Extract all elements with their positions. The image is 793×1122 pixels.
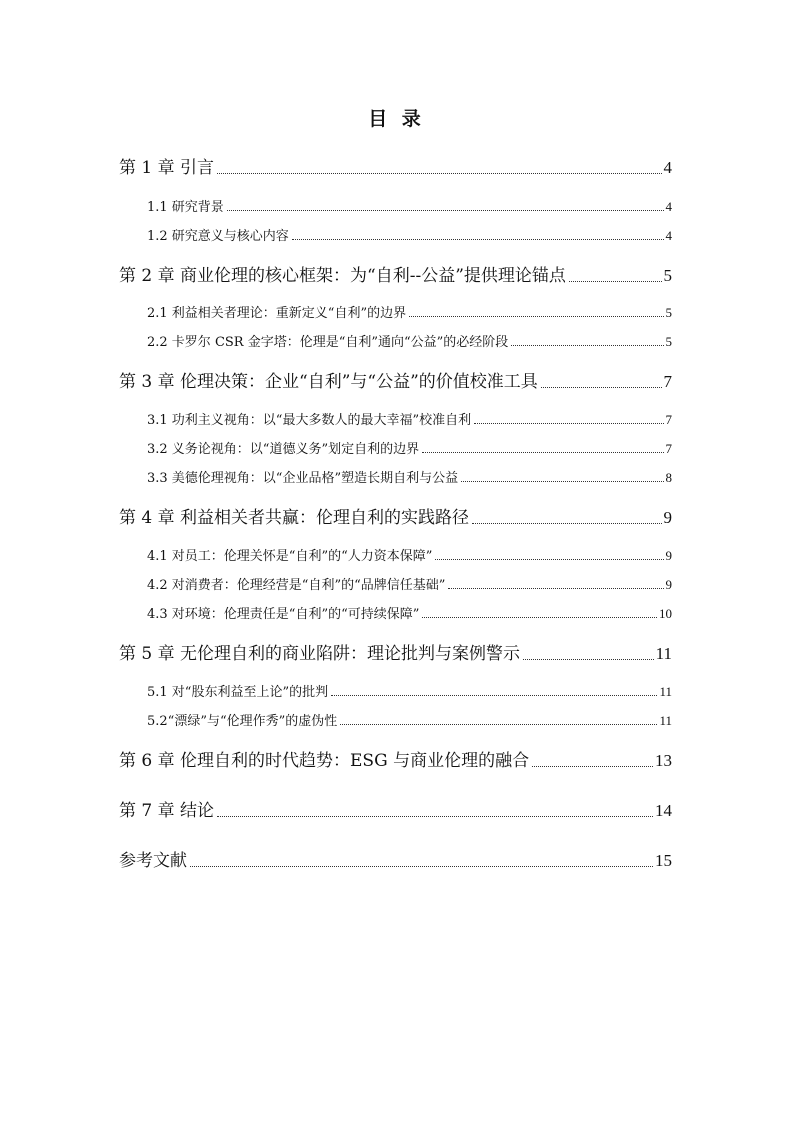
dot-leader bbox=[409, 316, 663, 317]
toc-entry-section-3-3[interactable] bbox=[147, 468, 672, 486]
toc-entry-page: 10 bbox=[659, 606, 672, 621]
toc-entry-page: 7 bbox=[665, 441, 672, 456]
toc-entry-text: 5.1 对“股东利益至上论”的批判 bbox=[147, 685, 329, 700]
toc-entry-section-3-2[interactable] bbox=[147, 439, 672, 457]
toc-entry-section-5-2[interactable] bbox=[147, 711, 672, 729]
toc-entry-section-3-1[interactable] bbox=[147, 410, 672, 428]
toc-entry-section-2-2[interactable] bbox=[147, 332, 672, 350]
toc-entry-section-4-3[interactable] bbox=[147, 604, 672, 622]
toc-entry-text: 第 3 章 伦理决策：企业“自利”与“公益”的价值校准工具 bbox=[119, 372, 538, 392]
toc-entry-text: 2.2 卡罗尔 CSR 金字塔：伦理是“自利”通向“公益”的必经阶段 bbox=[147, 335, 509, 350]
dot-leader bbox=[217, 816, 653, 817]
toc-entry-chapter-6[interactable] bbox=[119, 747, 672, 771]
toc-entry-text: 第 2 章 商业伦理的核心框架：为“自利--公益”提供理论锚点 bbox=[119, 266, 566, 286]
dot-leader bbox=[217, 173, 661, 174]
toc-entry-section-1-1[interactable] bbox=[147, 197, 672, 215]
toc-entry-page: 14 bbox=[655, 801, 672, 820]
toc-entry-chapter-5[interactable] bbox=[119, 640, 672, 664]
toc-entry-text: 第 4 章 利益相关者共赢：伦理自利的实践路径 bbox=[119, 508, 470, 528]
toc-entry-text: 5.2“漂绿”与“伦理作秀”的虚伪性 bbox=[147, 714, 338, 729]
toc-entry-page: 15 bbox=[655, 851, 672, 870]
toc-entry-page: 11 bbox=[659, 713, 672, 728]
toc-entry-page: 9 bbox=[665, 548, 672, 563]
toc-entry-chapter-2[interactable] bbox=[119, 262, 672, 286]
toc-entry-page: 4 bbox=[665, 199, 672, 214]
toc-entry-page: 5 bbox=[665, 334, 672, 349]
toc-entry-text: 第 7 章 结论 bbox=[119, 801, 215, 821]
toc-entry-page: 7 bbox=[663, 372, 672, 391]
dot-leader bbox=[511, 345, 663, 346]
dot-leader bbox=[474, 423, 663, 424]
toc-entry-text: 3.3 美德伦理视角：以“企业品格”塑造长期自利与公益 bbox=[147, 471, 459, 486]
dot-leader bbox=[472, 523, 661, 524]
toc-entry-section-2-1[interactable] bbox=[147, 303, 672, 321]
toc-entry-text: 1.1 研究背景 bbox=[147, 200, 224, 215]
toc-entry-page: 13 bbox=[655, 751, 672, 770]
toc-entry-page: 5 bbox=[665, 305, 672, 320]
dot-leader bbox=[523, 659, 654, 660]
toc-entry-text: 参考文献 bbox=[119, 851, 187, 871]
toc-entry-chapter-7[interactable] bbox=[119, 797, 672, 821]
toc-entry-section-5-1[interactable] bbox=[147, 682, 672, 700]
toc-entry-text: 第 6 章 伦理自利的时代趋势：ESG 与商业伦理的融合 bbox=[119, 751, 530, 771]
toc-entry-text: 4.2 对消费者：伦理经营是“自利”的“品牌信任基础” bbox=[147, 578, 446, 593]
toc-entry-text: 2.1 利益相关者理论：重新定义“自利”的边界 bbox=[147, 306, 407, 321]
toc-entry-section-4-2[interactable] bbox=[147, 575, 672, 593]
dot-leader bbox=[448, 588, 663, 589]
toc-entry-text: 3.1 功利主义视角：以“最大多数人的最大幸福”校准自利 bbox=[147, 413, 472, 428]
toc-entry-text: 4.3 对环境：伦理责任是“自利”的“可持续保障” bbox=[147, 607, 420, 622]
dot-leader bbox=[292, 239, 664, 240]
toc-entry-references[interactable] bbox=[119, 847, 672, 871]
toc-entry-page: 8 bbox=[665, 470, 672, 485]
dot-leader bbox=[331, 695, 657, 696]
dot-leader bbox=[190, 866, 653, 867]
toc-entry-page: 7 bbox=[665, 412, 672, 427]
toc-entry-text: 第 5 章 无伦理自利的商业陷阱：理论批判与案例警示 bbox=[119, 644, 521, 664]
toc-entry-chapter-4[interactable] bbox=[119, 504, 672, 528]
toc-entry-page: 11 bbox=[659, 684, 672, 699]
dot-leader bbox=[422, 617, 657, 618]
toc-title: 目 录 bbox=[368, 108, 425, 130]
dot-leader bbox=[422, 452, 663, 453]
dot-leader bbox=[532, 766, 653, 767]
toc-entry-text: 4.1 对员工：伦理关怀是“自利”的“人力资本保障” bbox=[147, 549, 433, 564]
toc-entry-page: 4 bbox=[665, 228, 672, 243]
toc-entry-section-1-2[interactable] bbox=[147, 226, 672, 244]
toc-entry-page: 5 bbox=[663, 266, 672, 285]
toc-entry-text: 1.2 研究意义与核心内容 bbox=[147, 229, 289, 244]
dot-leader bbox=[569, 281, 662, 282]
dot-leader bbox=[435, 559, 663, 560]
toc-entry-chapter-3[interactable] bbox=[119, 368, 672, 392]
toc-entry-page: 11 bbox=[655, 644, 672, 663]
toc-entry-text: 3.2 义务论视角：以“道德义务”划定自利的边界 bbox=[147, 442, 420, 457]
toc-entry-page: 4 bbox=[663, 158, 672, 177]
toc-entry-text: 第 1 章 引言 bbox=[119, 158, 215, 178]
dot-leader bbox=[340, 724, 657, 725]
toc-entry-section-4-1[interactable] bbox=[147, 546, 672, 564]
toc-entry-chapter-1[interactable] bbox=[119, 154, 672, 178]
dot-leader bbox=[227, 210, 664, 211]
dot-leader bbox=[541, 387, 662, 388]
toc-entry-page: 9 bbox=[663, 508, 672, 527]
toc-entry-page: 9 bbox=[665, 577, 672, 592]
dot-leader bbox=[461, 481, 663, 482]
